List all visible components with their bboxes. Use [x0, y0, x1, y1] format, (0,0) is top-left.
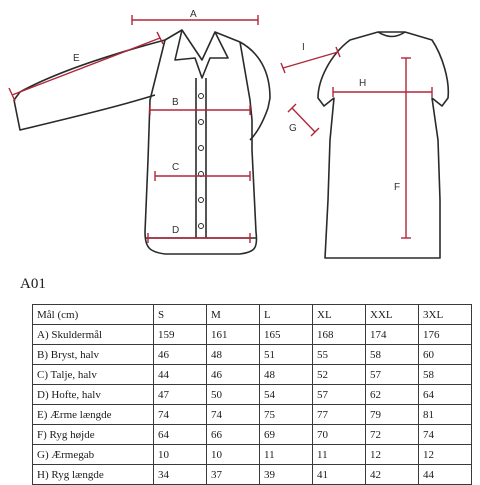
table-cell: 57 — [313, 385, 366, 405]
back-shirt-outline — [318, 32, 448, 258]
table-cell: 12 — [366, 445, 419, 465]
table-cell: 12 — [419, 445, 472, 465]
table-cell: 64 — [419, 385, 472, 405]
table-cell: 52 — [313, 365, 366, 385]
table-row — [33, 365, 472, 385]
table-cell: 79 — [366, 405, 419, 425]
header-cell: XXL — [366, 305, 419, 325]
table-cell: 70 — [313, 425, 366, 445]
table-cell: 46 — [207, 365, 260, 385]
label-f: F — [394, 182, 401, 193]
table-cell: 51 — [260, 345, 313, 365]
row-label: F) Ryg højde — [33, 425, 154, 445]
table-cell: 74 — [419, 425, 472, 445]
table-cell: 74 — [207, 405, 260, 425]
table-cell: 60 — [419, 345, 472, 365]
header-cell: M — [207, 305, 260, 325]
table-row — [33, 425, 472, 445]
table-cell: 11 — [313, 445, 366, 465]
table-cell: 11 — [260, 445, 313, 465]
measurement-lines — [9, 15, 432, 243]
row-label: D) Hofte, halv — [33, 385, 154, 405]
table-cell: 74 — [154, 405, 207, 425]
table-cell: 10 — [154, 445, 207, 465]
table-cell: 69 — [260, 425, 313, 445]
table-row — [33, 465, 472, 485]
table-cell: 42 — [366, 465, 419, 485]
table-cell: 72 — [366, 425, 419, 445]
table-cell: 44 — [419, 465, 472, 485]
table-row — [33, 445, 472, 465]
table-header-row — [33, 305, 472, 325]
table-cell: 54 — [260, 385, 313, 405]
row-label: B) Bryst, halv — [33, 345, 154, 365]
table-cell: 10 — [207, 445, 260, 465]
table-cell: 58 — [419, 365, 472, 385]
table-cell: 64 — [154, 425, 207, 445]
row-label: C) Talje, halv — [33, 365, 154, 385]
table-row — [33, 385, 472, 405]
label-e: E — [73, 53, 80, 64]
table-row — [33, 325, 472, 345]
header-cell: L — [260, 305, 313, 325]
label-a: A — [190, 9, 197, 20]
label-g: G — [289, 123, 297, 134]
measure-line-e — [12, 38, 160, 95]
table-cell: 37 — [207, 465, 260, 485]
table-cell: 66 — [207, 425, 260, 445]
row-label: A) Skuldermål — [33, 325, 154, 345]
table-cell: 50 — [207, 385, 260, 405]
table-cell: 48 — [207, 345, 260, 365]
header-cell: S — [154, 305, 207, 325]
table-cell: 174 — [366, 325, 419, 345]
table-cell: 57 — [366, 365, 419, 385]
table-cell: 58 — [366, 345, 419, 365]
row-label: G) Ærmegab — [33, 445, 154, 465]
table-cell: 47 — [154, 385, 207, 405]
row-label: H) Ryg længde — [33, 465, 154, 485]
table-cell: 77 — [313, 405, 366, 425]
label-h: H — [359, 78, 367, 89]
table-cell: 176 — [419, 325, 472, 345]
table-cell: 34 — [154, 465, 207, 485]
header-cell: XL — [313, 305, 366, 325]
table-cell: 159 — [154, 325, 207, 345]
front-shirt-outline — [14, 30, 270, 254]
table-cell: 165 — [260, 325, 313, 345]
table-cell: 75 — [260, 405, 313, 425]
header-cell: Mål (cm) — [33, 305, 154, 325]
table-cell: 161 — [207, 325, 260, 345]
label-b: B — [172, 97, 179, 108]
table-cell: 55 — [313, 345, 366, 365]
table-cell: 39 — [260, 465, 313, 485]
table-cell: 81 — [419, 405, 472, 425]
table-cell: 168 — [313, 325, 366, 345]
size-chart-table — [32, 304, 472, 485]
table-cell: 46 — [154, 345, 207, 365]
table-cell: 62 — [366, 385, 419, 405]
row-label: E) Ærme længde — [33, 405, 154, 425]
table-cell: 41 — [313, 465, 366, 485]
label-d: D — [172, 225, 180, 236]
front-buttons — [199, 94, 204, 229]
table-row — [33, 345, 472, 365]
label-c: C — [172, 162, 180, 173]
table-cell: 48 — [260, 365, 313, 385]
model-code: A01 — [20, 276, 46, 292]
table-cell: 44 — [154, 365, 207, 385]
measure-line-i — [283, 52, 338, 68]
header-cell: 3XL — [419, 305, 472, 325]
table-row — [33, 405, 472, 425]
label-i: I — [302, 42, 305, 53]
